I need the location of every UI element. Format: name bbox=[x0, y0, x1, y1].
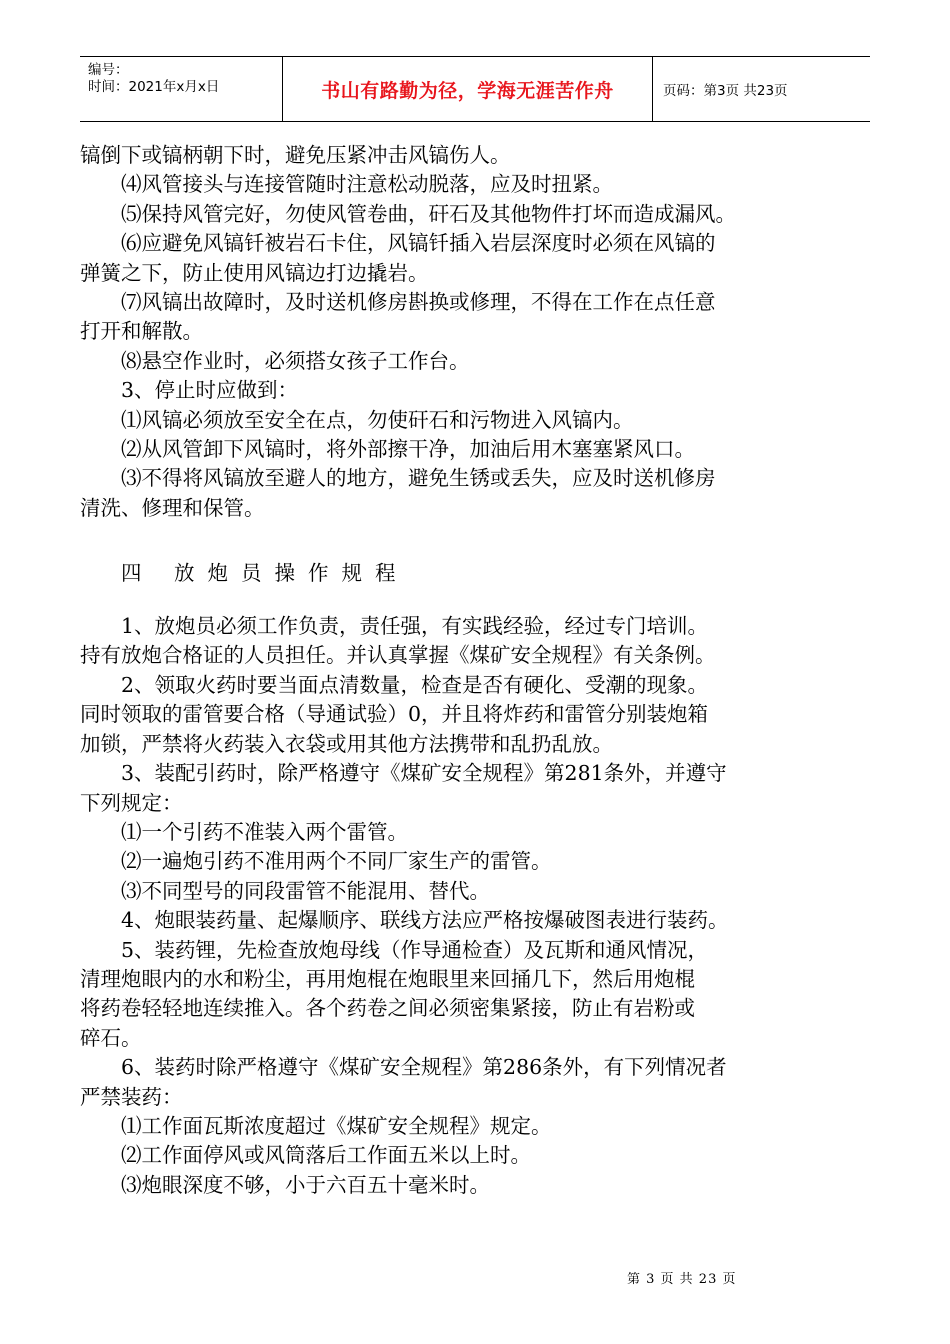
text-line: ⑺风镐出故障时，及时送机修房斟换或修理，不得在工作在点任意 bbox=[121, 290, 716, 315]
blank-line bbox=[80, 523, 870, 552]
section-title: 四 放炮员操作规程 bbox=[121, 560, 409, 585]
text-line: ⑵从风管卸下风镐时，将外部擦干净，加油后用木塞塞紧风口。 bbox=[121, 437, 695, 462]
header-page-info: 页码：第3页 共23页 bbox=[663, 83, 788, 99]
time-label: 时间：2021年x月x日 bbox=[88, 79, 220, 95]
text-line: 同时领取的雷管要合格（导通试验）0，并且将炸药和雷管分别装炮箱 bbox=[80, 702, 709, 727]
text-line: ⑹应避免风镐钎被岩石卡住，风镐钎插入岩层深度时必须在风镐的 bbox=[121, 231, 716, 256]
text-line: ⑶炮眼深度不够，小于六百五十毫米时。 bbox=[121, 1172, 490, 1197]
text-line: ⑵一遍炮引药不准用两个不同厂家生产的雷管。 bbox=[121, 849, 552, 874]
text-line: 严禁装药： bbox=[80, 1084, 183, 1109]
text-line: ⑷风管接头与连接管随时注意松动脱落，应及时扭紧。 bbox=[121, 172, 613, 197]
text-line: 清洗、修理和保管。 bbox=[80, 495, 265, 520]
text-line: ⑴一个引药不准装入两个雷管。 bbox=[121, 819, 408, 844]
text-line: 3、装配引药时，除严格遵守《煤矿安全规程》第281条外，并遵守 bbox=[121, 761, 727, 786]
text-line: ⑴工作面瓦斯浓度超过《煤矿安全规程》规定。 bbox=[121, 1113, 552, 1138]
text-line: 清理炮眼内的水和粉尘，再用炮棍在炮眼里来回捅几下，然后用炮棍 bbox=[80, 966, 695, 991]
text-line: 2、领取火药时要当面点清数量，检查是否有硬化、受潮的现象。 bbox=[121, 672, 709, 697]
text-line: ⑵工作面停风或风筒落后工作面五米以上时。 bbox=[121, 1143, 531, 1168]
text-line: 镐倒下或镐柄朝下时，避免压紧冲击风镐伤人。 bbox=[80, 143, 511, 167]
blank-line bbox=[80, 588, 870, 612]
text-line: 持有放炮合格证的人员担任。并认真掌握《煤矿安全规程》有关条例。 bbox=[80, 643, 716, 668]
text-line: 弹簧之下，防止使用风镐边打边撬岩。 bbox=[80, 260, 429, 285]
page-footer: 第 3 页 共 23 页 bbox=[627, 1272, 737, 1287]
text-line: 4、炮眼装药量、起爆顺序、联线方法应严格按爆破图表进行装药。 bbox=[121, 908, 729, 933]
text-line: 3、停止时应做到： bbox=[121, 378, 299, 403]
text-line: ⑴风镐必须放至安全在点，勿使矸石和污物进入风镐内。 bbox=[121, 407, 634, 432]
text-line: ⑶不得将风镐放至避人的地方，避免生锈或丢失，应及时送机修房 bbox=[121, 466, 716, 491]
text-line: ⑸保持风管完好，勿使风管卷曲，矸石及其他物件打坏而造成漏风。 bbox=[121, 201, 736, 226]
text-line: 6、装药时除严格遵守《煤矿安全规程》第286条外，有下列情况者 bbox=[121, 1055, 727, 1080]
number-label: 编号： bbox=[88, 62, 129, 78]
text-line: 5、装药锂，先检查放炮母线（作导通检查）及瓦斯和通风情况， bbox=[121, 937, 709, 962]
text-line: 将药卷轻轻地连续推入。各个药卷之间必须密集紧接，防止有岩粉或 bbox=[80, 996, 695, 1021]
page-header bbox=[80, 56, 870, 122]
text-line: 加锁，严禁将火药装入衣袋或用其他方法携带和乱扔乱放。 bbox=[80, 731, 613, 756]
text-line: ⑻悬空作业时，必须搭女孩子工作台。 bbox=[121, 348, 470, 373]
header-meta bbox=[80, 57, 283, 121]
text-line: 1、放炮员必须工作负责，责任强，有实践经验，经过专门培训。 bbox=[121, 614, 709, 639]
document-body bbox=[80, 141, 870, 1200]
text-line: 打开和解散。 bbox=[80, 319, 203, 344]
header-motto: 书山有路勤为径，学海无涯苦作舟 bbox=[283, 57, 653, 121]
text-line: ⑶不同型号的同段雷管不能混用、替代。 bbox=[121, 878, 490, 903]
text-line: 下列规定： bbox=[80, 790, 183, 815]
text-line: 碎石。 bbox=[80, 1025, 142, 1050]
